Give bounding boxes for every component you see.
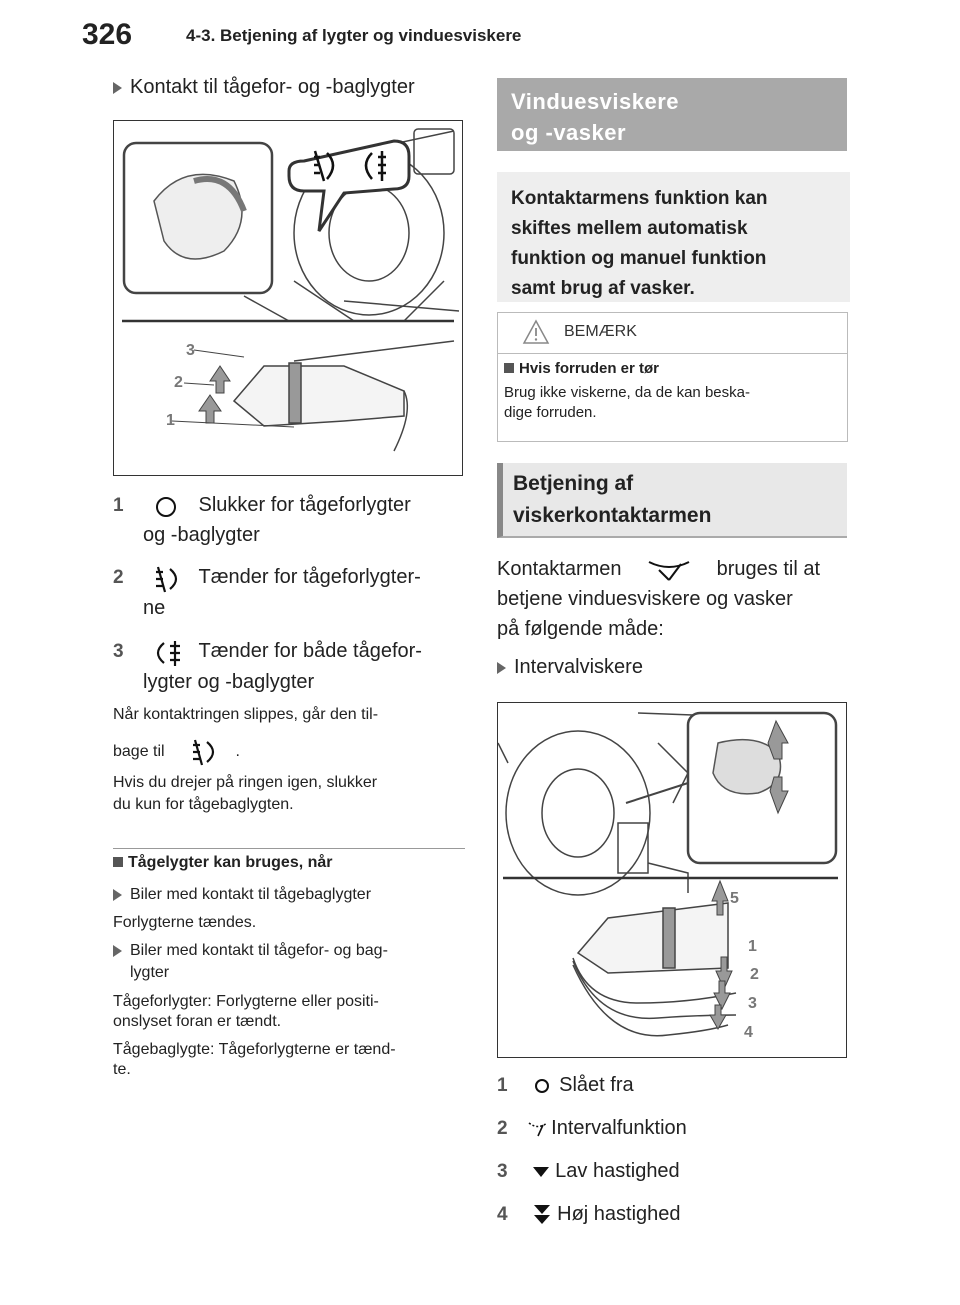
release-note-2 — [113, 738, 463, 766]
high-speed-icon — [533, 1204, 551, 1226]
notice-box — [497, 312, 848, 442]
item-number: 2 — [113, 567, 124, 588]
heading-text: Vinduesviskere — [511, 89, 680, 114]
sub-heading-text: Tågelygter kan bruges, når — [128, 854, 333, 871]
rear-fog-light-icon — [150, 639, 184, 667]
turn-note — [113, 772, 463, 816]
divider — [113, 848, 465, 849]
release-text: . — [235, 743, 240, 761]
front-fog-light-icon — [187, 738, 221, 766]
notice-text: Brug ikke viskerne, da de kan beska- — [504, 384, 750, 401]
figure-label-2: 2 — [750, 966, 759, 983]
item-number: 1 — [497, 1075, 508, 1096]
figure-label-5: 5 — [730, 890, 739, 907]
figure-label-1: 1 — [748, 938, 757, 955]
sub-text: onslyset foran er tændt. — [113, 1013, 282, 1030]
wiper-item-1 — [497, 1070, 634, 1101]
para-text: Kontaktarmen — [497, 558, 622, 580]
turn-text: du kun for tågebaglygten. — [113, 796, 294, 813]
warning-triangle-icon — [522, 319, 550, 345]
sub-bullet-text: Biler med kontakt til tågefor- og bag- — [130, 942, 388, 959]
sub-text-2 — [113, 992, 465, 1032]
item-text: Høj hastighed — [557, 1203, 681, 1225]
fog-item-2 — [113, 562, 463, 623]
item-text: Slået fra — [559, 1074, 634, 1096]
fog-switch-illustration — [114, 121, 462, 475]
item-number: 4 — [497, 1204, 508, 1225]
square-bullet-icon — [504, 363, 514, 373]
intro-text: Kontaktarmens funktion kan — [511, 188, 768, 209]
lever-intro — [497, 554, 857, 644]
notice-body — [504, 383, 843, 423]
intro-text: samt brug af vasker. — [511, 278, 695, 299]
low-speed-icon — [533, 1167, 549, 1177]
front-fog-light-icon — [150, 565, 184, 593]
interval-wiper-icon — [527, 1120, 549, 1138]
item-text: Intervalfunktion — [551, 1117, 687, 1139]
item-text: Tænder for tågeforlygter- — [198, 566, 421, 588]
sub-bullet-text: Biler med kontakt til tågebaglygter — [130, 886, 372, 903]
figure-label-3: 3 — [748, 995, 757, 1012]
wiper-lever-figure — [497, 702, 847, 1058]
heading-text: viskerkontaktarmen — [513, 504, 712, 527]
notice-label: BEMÆRK — [564, 323, 637, 340]
release-text: bage til — [113, 743, 165, 761]
sub-text: Tågeforlygter: Forlygterne eller positi- — [113, 993, 379, 1010]
item-text: Tænder for både tågefor- — [198, 640, 422, 662]
figure-label-3: 3 — [186, 342, 195, 359]
release-text: Når kontaktringen slippes, går den til- — [113, 706, 379, 723]
fog-item-1 — [113, 490, 463, 550]
bullet-arrow-icon — [497, 662, 506, 674]
sub-text: Tågebaglygte: Tågeforlygterne er tænd- — [113, 1041, 396, 1058]
bullet-interval-text: Intervalviskere — [514, 656, 643, 678]
heading-text: Betjening af — [513, 472, 634, 495]
sub-text-3 — [113, 1040, 465, 1080]
bullet-arrow-icon — [113, 945, 122, 957]
bullet-arrow-icon — [113, 82, 122, 94]
off-circle-icon — [156, 497, 176, 517]
item-number: 1 — [113, 495, 124, 516]
bullet-fog-switch — [113, 76, 415, 99]
off-circle-icon — [535, 1079, 549, 1093]
para-text: betjene vinduesviskere og vasker — [497, 588, 793, 610]
item-text: Lav hastighed — [555, 1160, 680, 1182]
turn-text: Hvis du drejer på ringen igen, slukker — [113, 774, 378, 791]
figure-label-1: 1 — [166, 412, 175, 429]
notice-header — [498, 313, 847, 354]
item-number: 2 — [497, 1118, 508, 1139]
item-number: 3 — [113, 641, 124, 662]
fog-item-3 — [113, 636, 463, 697]
para-text: på følgende måde: — [497, 618, 664, 640]
heading-wiper-lever — [497, 463, 847, 538]
para-text: bruges til at — [716, 558, 821, 580]
wiper-item-3 — [497, 1156, 680, 1187]
figure-label-2: 2 — [174, 374, 183, 391]
figure-label-4: 4 — [744, 1024, 753, 1041]
wiper-icon — [645, 558, 693, 582]
heading-text: og -vasker — [511, 120, 627, 145]
item-text: og -baglygter — [143, 524, 260, 546]
sub-heading — [113, 854, 333, 872]
intro-box — [497, 172, 850, 302]
item-number: 3 — [497, 1161, 508, 1182]
wiper-lever-illustration — [498, 703, 846, 1057]
sub-bullet-text: lygter — [130, 964, 170, 981]
item-text: Slukker for tågeforlygter — [198, 494, 411, 516]
sub-text-1: Forlygterne tændes. — [113, 914, 257, 931]
notice-text: dige forruden. — [504, 404, 597, 421]
square-bullet-icon — [113, 857, 123, 867]
wiper-item-2 — [497, 1113, 687, 1144]
item-text: ne — [143, 596, 166, 619]
intro-text: funktion og manuel funktion — [511, 248, 767, 269]
notice-title — [504, 360, 843, 377]
page-number: 326 — [82, 18, 133, 51]
bullet-fog-switch-text: Kontakt til tågefor- og -baglygter — [130, 76, 415, 98]
sub-text: te. — [113, 1061, 131, 1078]
notice-title-text: Hvis forruden er tør — [519, 360, 660, 377]
fog-switch-figure — [113, 120, 463, 476]
intro-text: skiftes mellem automatisk — [511, 218, 748, 239]
release-note — [113, 704, 463, 726]
item-text: lygter og -baglygter — [143, 670, 315, 693]
heading-wipers — [497, 78, 847, 151]
sub-bullet-2 — [113, 940, 463, 984]
bullet-interval-wipers — [497, 656, 643, 679]
section-title: 4-3. Betjening af lygter og vinduesviskere — [186, 26, 522, 45]
sub-bullet-1 — [113, 884, 371, 906]
bullet-arrow-icon — [113, 889, 122, 901]
wiper-item-4 — [497, 1199, 681, 1230]
